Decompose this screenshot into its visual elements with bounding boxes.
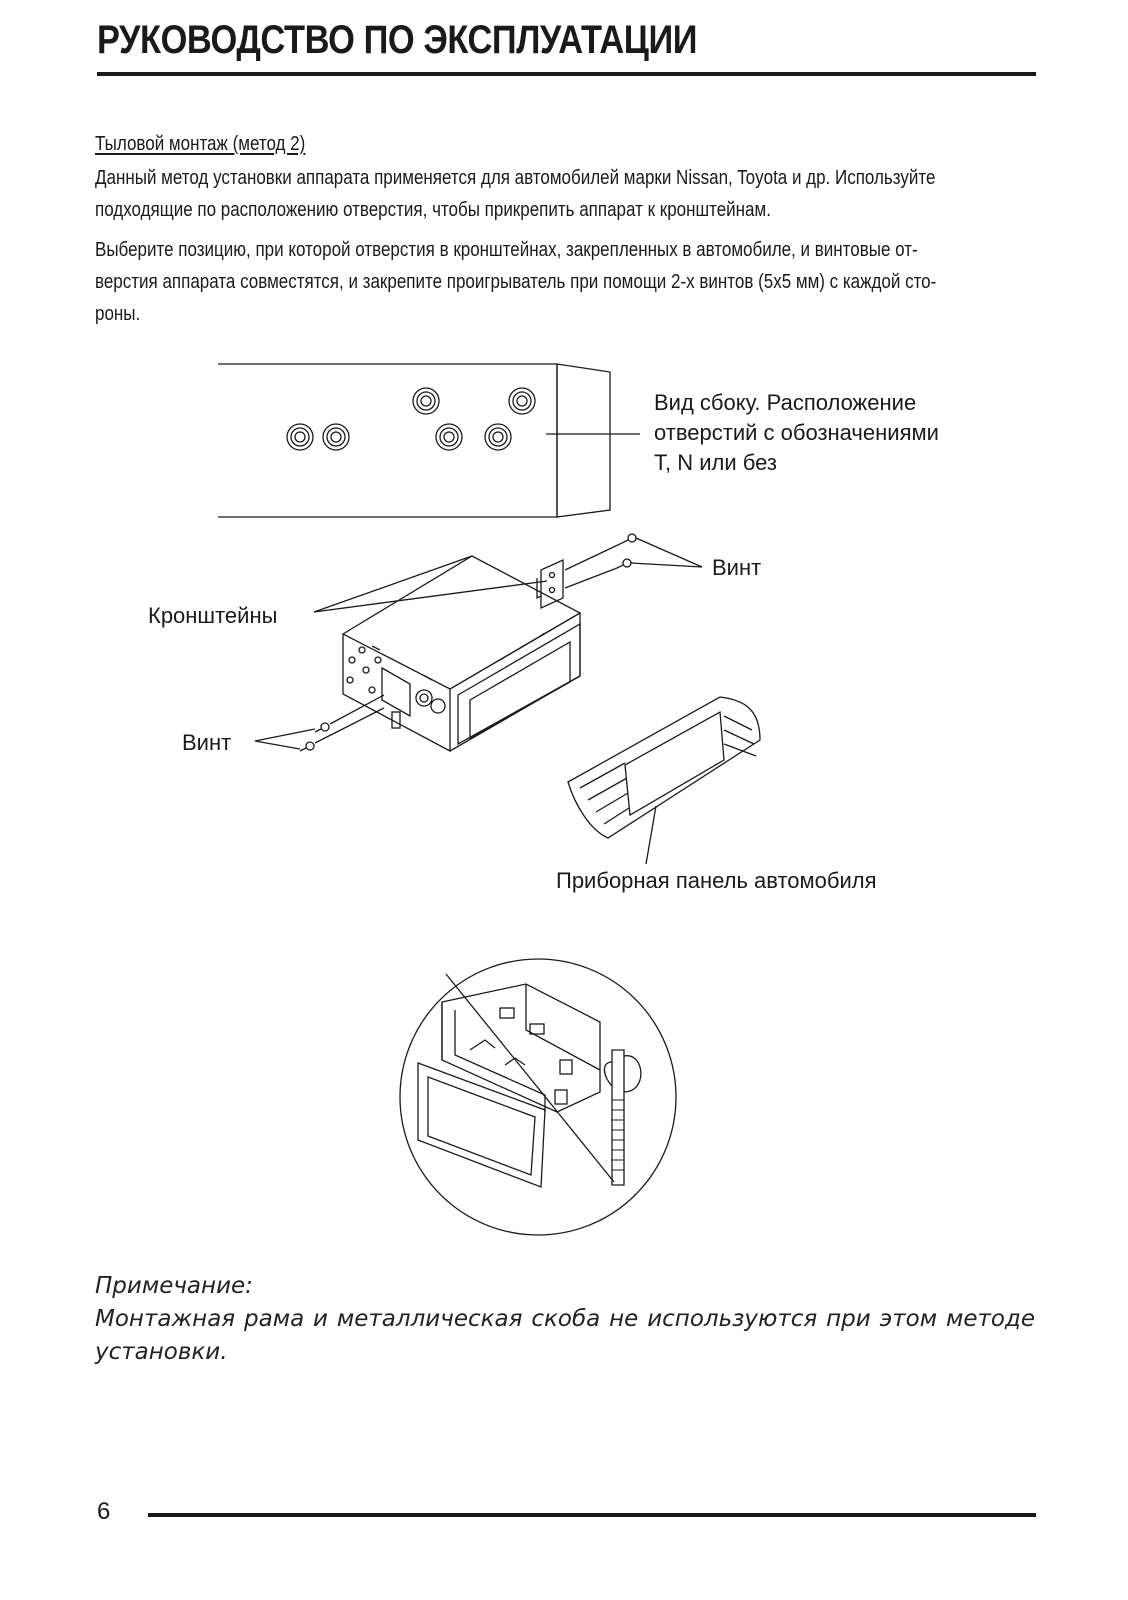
page-title: РУКОВОДСТВО ПО ЭКСПЛУАТАЦИИ <box>97 18 698 62</box>
paragraph-2-line: Выберите позицию, при которой отверстия в кронштейнах, закрепленных в автомобиле, и винтовые от- <box>95 239 918 261</box>
mounting-hole <box>323 424 349 450</box>
note-text: Монтажная рама и металлическая скоба не используются при этом методе установки. <box>95 1306 1035 1365</box>
section-subheading: Тыловой монтаж (метод 2) <box>95 133 306 155</box>
paragraph-2-line: роны. <box>95 303 141 325</box>
dashboard-label: Приборная панель автомобиля <box>556 868 877 893</box>
screw-icon <box>315 723 329 732</box>
dashboard-drawing <box>568 697 760 838</box>
mounting-hole <box>287 424 313 450</box>
mounting-hole <box>413 388 439 414</box>
paragraph-1-line: Данный метод установки аппарата применяется для автомобилей марки Nissan, Toyota и др. Используйте <box>95 167 936 189</box>
side-view-label-line: отверстий с обозначениями <box>654 420 939 445</box>
head-unit-drawing <box>343 556 580 751</box>
side-view-label-line: T, N или без <box>654 450 777 475</box>
screw-icon <box>617 559 631 568</box>
screw-icon <box>300 742 314 751</box>
note-title: Примечание: <box>95 1273 253 1299</box>
brackets-label: Кронштейны <box>148 603 278 628</box>
screw-label: Винт <box>712 555 762 580</box>
page-number: 6 <box>97 1498 111 1525</box>
mounting-hole <box>436 424 462 450</box>
mounting-hole <box>485 424 511 450</box>
side-view-panel <box>218 364 640 517</box>
footer-rule <box>148 1513 1036 1517</box>
screw-strip-ticks <box>612 1100 624 1170</box>
detail-circle <box>400 959 676 1235</box>
mounting-hole <box>509 388 535 414</box>
paragraph-2-line: верстия аппарата совместятся, и закрепите проигрыватель при помощи 2-х винтов (5х5 мм) с каждой сто- <box>95 271 937 293</box>
screw-label: Винт <box>182 730 232 755</box>
screw-icon <box>622 534 636 543</box>
paragraph-1-line: подходящие по расположению отверстия, чтобы прикрепить аппарат к кронштейнам. <box>95 199 771 221</box>
side-view-label-line: Вид сбоку. Расположение <box>654 390 917 415</box>
